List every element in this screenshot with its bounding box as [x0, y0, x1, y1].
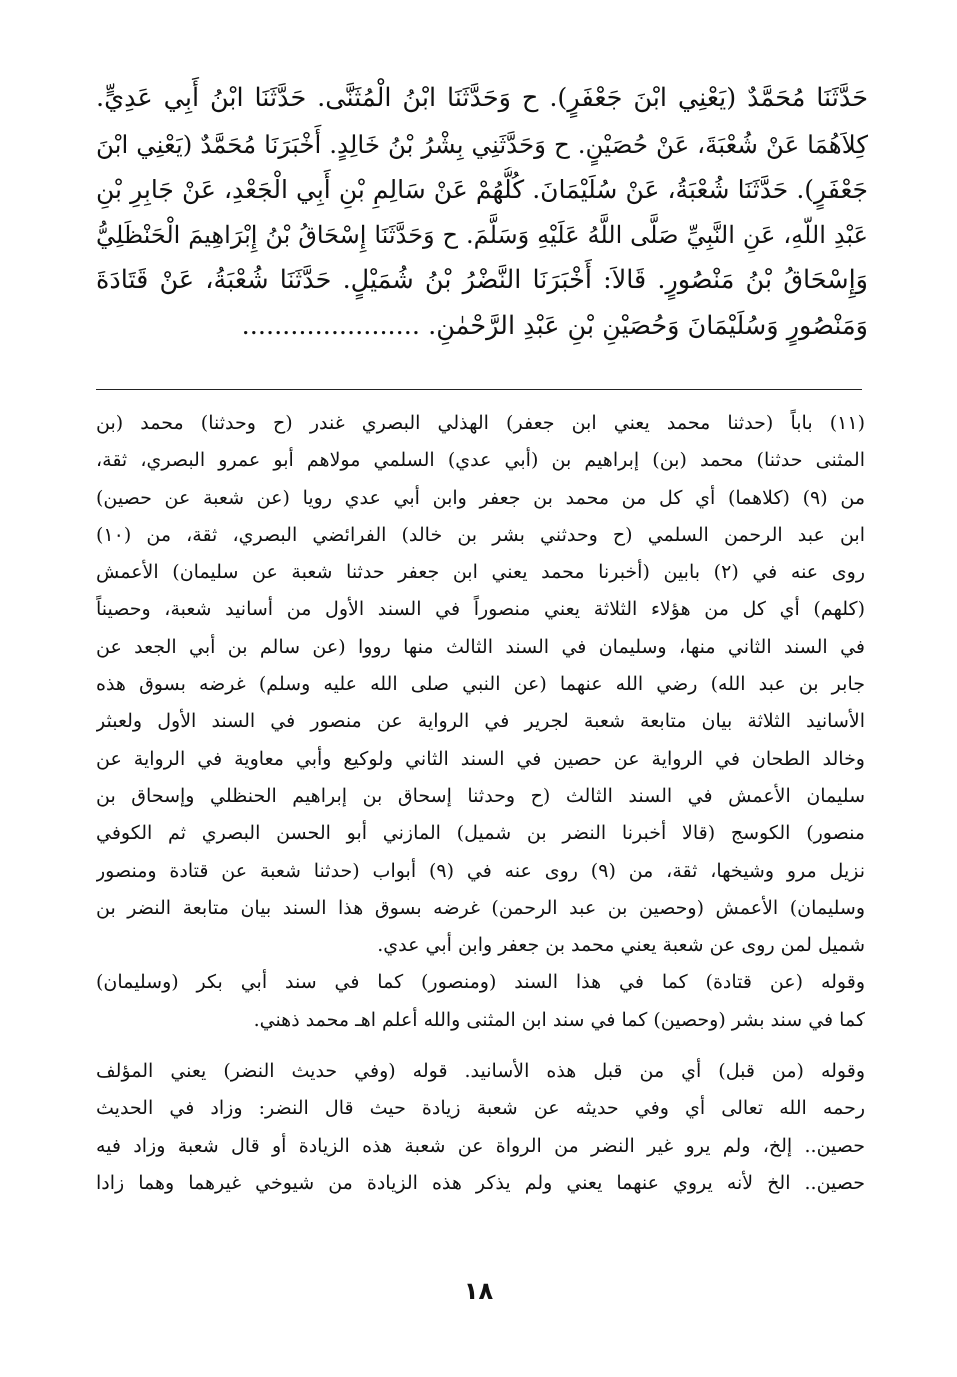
- commentary-line: المثنى حدثنا) محمد (بن) إبراهيم بن (أبي عدي) السلمي مولاهم أبو عمرو البصري، ثقة،: [96, 449, 865, 472]
- commentary-text: [96, 405, 865, 1202]
- commentary-line: (كلهم) أي كل من هؤلاء الثلاثة يعني منصوراً في السند الأول من أسانيد شعبة، وحصيناً: [96, 598, 865, 621]
- commentary-line: كما في سند بشر (وحصين) كما في سند ابن المثنى والله أعلم اهـ محمد ذهني.: [253, 1008, 865, 1031]
- commentary-line: في السند الثاني منها، وسليمان في السند الثالث منها رووا (عن سالم بن أبي الجعد عن: [96, 635, 865, 658]
- commentary-line: سليمان الأعمش في السند الثالث (ح وحدثنا إسحاق بن إبراهيم الحنظلي وإسحاق بن: [96, 784, 865, 807]
- commentary-line: حصين.. إلخ، ولم يرو غير النضر من الرواة عن شعبة هذه الزيادة أو قال شعبة وزاد فيه: [96, 1134, 865, 1157]
- commentary-line: شميل لمن روى عن شعبة يعني محمد بن جعفر وابن أبي عدي.: [377, 934, 865, 957]
- hadith-line: وَإِسْحَاقُ بْنُ مَنْصُورٍ. قَالاَ: أَخْبَرَنَا النَّضْرُ بْنُ شُمَيْلٍ. حَدَّثَنَا شُعْبَةُ، عَنْ قَتَادَةَ: [96, 265, 868, 295]
- commentary-line: وقوله (من قبل) أي من قبل هذه الأسانيد. قوله (وفي حديث النضر) يعني المؤلف: [96, 1060, 865, 1083]
- hadith-line: وَمَنْصُورٍ وَسُلَيْمَانَ وَحُصَيْنِ بْنِ عَبْدِ الرَّحْمٰنِ. ......................: [241, 310, 868, 341]
- hadith-line: حَدَّثَنَا مُحَمَّدٌ (يَعْنِي ابْنَ جَعْفَرٍ). ح وَحَدَّثَنَا ابْنُ الْمُثَنَّى. حَدَّثَنَا ابْنُ أَبِي عَدِيٍّ.: [96, 83, 868, 113]
- commentary-line: ابن عبد الرحمن السلمي (ح وحدثني بشر بن خالد) الفرائضي البصري، ثقة، من (١٠): [96, 523, 865, 546]
- commentary-line: من (٩) (كلاهما) أي كل من محمد بن جعفر وابن أبي عدي رويا (عن شعبة عن حصين): [96, 486, 865, 509]
- page-number: ١٨: [463, 1277, 494, 1305]
- hadith-line: كِلاَهُمَا عَنْ شُعْبَةَ، عَنْ حُصَيْنٍ. ح وَحَدَّثَنِي بِشْرُ بْنُ خَالِدٍ. أَخْبَرَنَا مُحَمَّدٌ (يَعْنِي ابْنَ: [96, 129, 868, 159]
- commentary-line: حصين.. الخ لأنه يروي عنهما يعني ولم يذكر هذه الزيادة من شيوخي غيرهما وهما زادا: [96, 1171, 865, 1194]
- commentary-line: الأسانيد الثلاثة بيان متابعة شعبة لجرير في الرواية عن منصور في السند الأول ولعبثر: [96, 710, 865, 733]
- commentary-line: روى عنه في (٢) بابين (أخبرنا محمد يعني ابن جعفر حدثنا شعبة عن سليمان) الأعمش: [96, 561, 865, 584]
- commentary-line: وخالد الطحان في الرواية عن حصين في السند الثاني ولوكيع وأبي معاوية في الرواية عن: [96, 747, 865, 770]
- hadith-text: [96, 76, 868, 349]
- commentary-line: وسليمان) الأعمش (وحصين بن عبد الرحمن) غرضه بسوق هذا السند بيان متابعة النضر بن: [96, 896, 865, 919]
- commentary-line: (١١) باباً (حدثنا محمد يعني ابن جعفر) الهذلي البصري غندر (ح وحدثنا) محمد (بن: [96, 412, 865, 434]
- hadith-line: عَبْدِ اللّهِ، عَنِ النَّبِيِّ صَلَّى اللَّهُ عَلَيْهِ وَسَلَّمَ. ح وَحَدَّثَنَا إِسْحَاقُ بْنُ إِبْرَاهِيمَ الْحَنْظَلِيُّ: [96, 220, 868, 249]
- commentary-line: نزيل مرو وشيخها، ثقة، من (٩) روى عنه في (٩) أبواب (حدثنا شعبة عن قتادة ومنصور: [96, 859, 865, 882]
- hadith-line: جَعْفَرٍ). حَدَّثَنَا شُعْبَةُ، عَنْ سُلَيْمَانَ. كُلُّهُمْ عَنْ سَالِمِ بْنِ أَبِي الْجَعْدِ، عَنْ جَابِرِ بْنِ: [96, 175, 868, 204]
- commentary-line: رحمه الله تعالى أي وفي حديثه عن شعبة زيادة حيث قال النضر: وزاد في الحديث: [96, 1097, 865, 1120]
- commentary-line: جابر بن عبد الله) رضي الله عنهما (عن النبي صلى الله عليه وسلم) غرضه بسوق هذه: [96, 673, 865, 696]
- commentary-line: وقوله (عن قتادة) كما في هذا السند (ومنصور) كما في سند أبي بكر (وسليمان): [96, 971, 865, 994]
- paragraph-gap: [96, 1039, 865, 1053]
- separator-rule: [96, 389, 862, 390]
- commentary-line: منصور) الكوسج (قالا أخبرنا النضر بن شميل) المازني أبو الحسن البصري ثم الكوفي: [96, 822, 865, 845]
